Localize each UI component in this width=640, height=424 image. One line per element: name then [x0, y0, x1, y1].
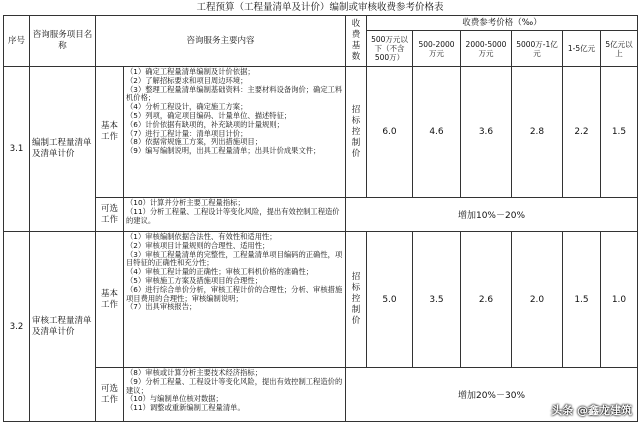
header-row-1 [4, 16, 638, 31]
header-project-name: 咨询服务项目名称 [30, 16, 96, 67]
fee-value: 3.6 [461, 67, 512, 198]
table-row [4, 67, 638, 198]
list-item: （7）出具审核报告； [126, 302, 197, 312]
header-fee-base: 收费基数 [346, 16, 367, 67]
fee-base: 招标控制价 [346, 67, 367, 198]
list-item: （10）与编制单位核对数据； [126, 394, 223, 404]
header-tier-6: 5亿元以上 [601, 31, 638, 67]
fee-value: 2.2 [563, 67, 601, 198]
basic-work-label: 基本工作 [96, 232, 124, 368]
list-item: （4）分析工程设计，确定施工方案； [126, 102, 248, 112]
fee-value: 2.8 [512, 67, 563, 198]
header-service-content: 咨询服务主要内容 [96, 16, 346, 67]
list-item: （11）调整或重新编制工程量清单。 [126, 403, 245, 413]
header-tier-3: 2000-5000万元 [461, 31, 512, 67]
list-item: （8）审核或计算分析主要技术经济指标； [126, 368, 262, 377]
list-item: （5）审核施工方案及措施项目的合理性； [126, 275, 262, 285]
header-tier-4: 5000万-1亿元 [512, 31, 563, 67]
list-item: （2）了解招标要求和项目周边环境； [126, 75, 248, 85]
basic-work-items [124, 232, 346, 368]
header-tier-1: 500万元以下（不含500万） [367, 31, 413, 67]
fee-table [3, 15, 638, 422]
header-seq: 序号 [4, 16, 30, 67]
fee-value: 1.5 [563, 232, 601, 368]
fee-base: 招标控制价 [346, 232, 367, 368]
optional-work-label: 可选工作 [96, 368, 124, 422]
list-item: （6）计价依据有缺项的，补充缺项的计量规则； [126, 119, 284, 129]
header-fee-group: 收费参考价格（‰） [367, 16, 638, 31]
list-item: （8）依据常规施工方案，列出措施项目； [126, 137, 262, 147]
fee-value: 5.0 [367, 232, 413, 368]
table-row [4, 232, 638, 368]
list-item: （3）整理工程量清单编制基础资料：主要材料设备询价；确定工料机价格； [126, 84, 343, 103]
optional-work-items [124, 368, 346, 422]
table-row [4, 198, 638, 232]
header-tier-2: 500-2000万元 [413, 31, 461, 67]
row-seq: 3.2 [4, 232, 30, 422]
row-seq: 3.1 [4, 67, 30, 232]
optional-work-items [124, 198, 346, 232]
list-item: （7）进行工程计量：清单项目计价； [126, 128, 248, 138]
header-tier-5: 1-5亿元 [563, 31, 601, 67]
table-title: 工程预算（工程量清单及计价）编制或审核收费参考价格表 [196, 2, 444, 13]
row-project-name: 审核工程量清单及清单计价 [30, 232, 96, 422]
list-item: （6）进行综合单价分析，审核工程计价的合理性；分析、审核措施项目费用的合理性；审核编制说明； [126, 284, 343, 303]
list-item: （4）审核工程计量的正确性；审核工料机价格的准确性； [126, 267, 314, 277]
optional-fee: 增加10%－20% [346, 198, 638, 232]
list-item: （10）计算并分析主要工程量指标； [126, 198, 245, 207]
optional-work-label: 可选工作 [96, 198, 124, 232]
list-item: （9）分析工程量、工程设计等变化风险，提出有效控制工程造价的建议； [126, 376, 343, 395]
watermark: 头条 @鑫龙建筑 [551, 404, 632, 417]
list-item: （2）审核项目计量规则的合理性、适用性； [126, 240, 270, 250]
list-item: （1）确定工程量清单编制及计价依据； [126, 67, 255, 76]
list-item: （5）列项，确定项目编码、计量单位、描述特征； [126, 110, 292, 120]
table-row [4, 368, 638, 422]
fee-value: 2.6 [461, 232, 512, 368]
fee-value: 4.6 [413, 67, 461, 198]
fee-value: 3.5 [413, 232, 461, 368]
list-item: （9）编写编制说明，出具工程量清单；出具计价成果文件； [126, 146, 321, 156]
fee-value: 1.0 [601, 232, 638, 368]
optional-fee: 增加20%－30% [346, 368, 638, 422]
list-item: （11）分析工程量、工程设计等变化风险，提出有效控制工程造价的建议。 [126, 206, 340, 225]
fee-value: 1.5 [601, 67, 638, 198]
fee-value: 6.0 [367, 67, 413, 198]
list-item: （1）审核编制依据合法性、有效性和适用性； [126, 232, 277, 241]
basic-work-items [124, 67, 346, 198]
list-item: （3）审核工程量清单的完整性，工程量清单项目编码的正确性，项目特征的正确性和充分性； [126, 249, 343, 268]
fee-value: 2.0 [512, 232, 563, 368]
basic-work-label: 基本工作 [96, 67, 124, 198]
row-project-name: 编制工程量清单及清单计价 [30, 67, 96, 232]
